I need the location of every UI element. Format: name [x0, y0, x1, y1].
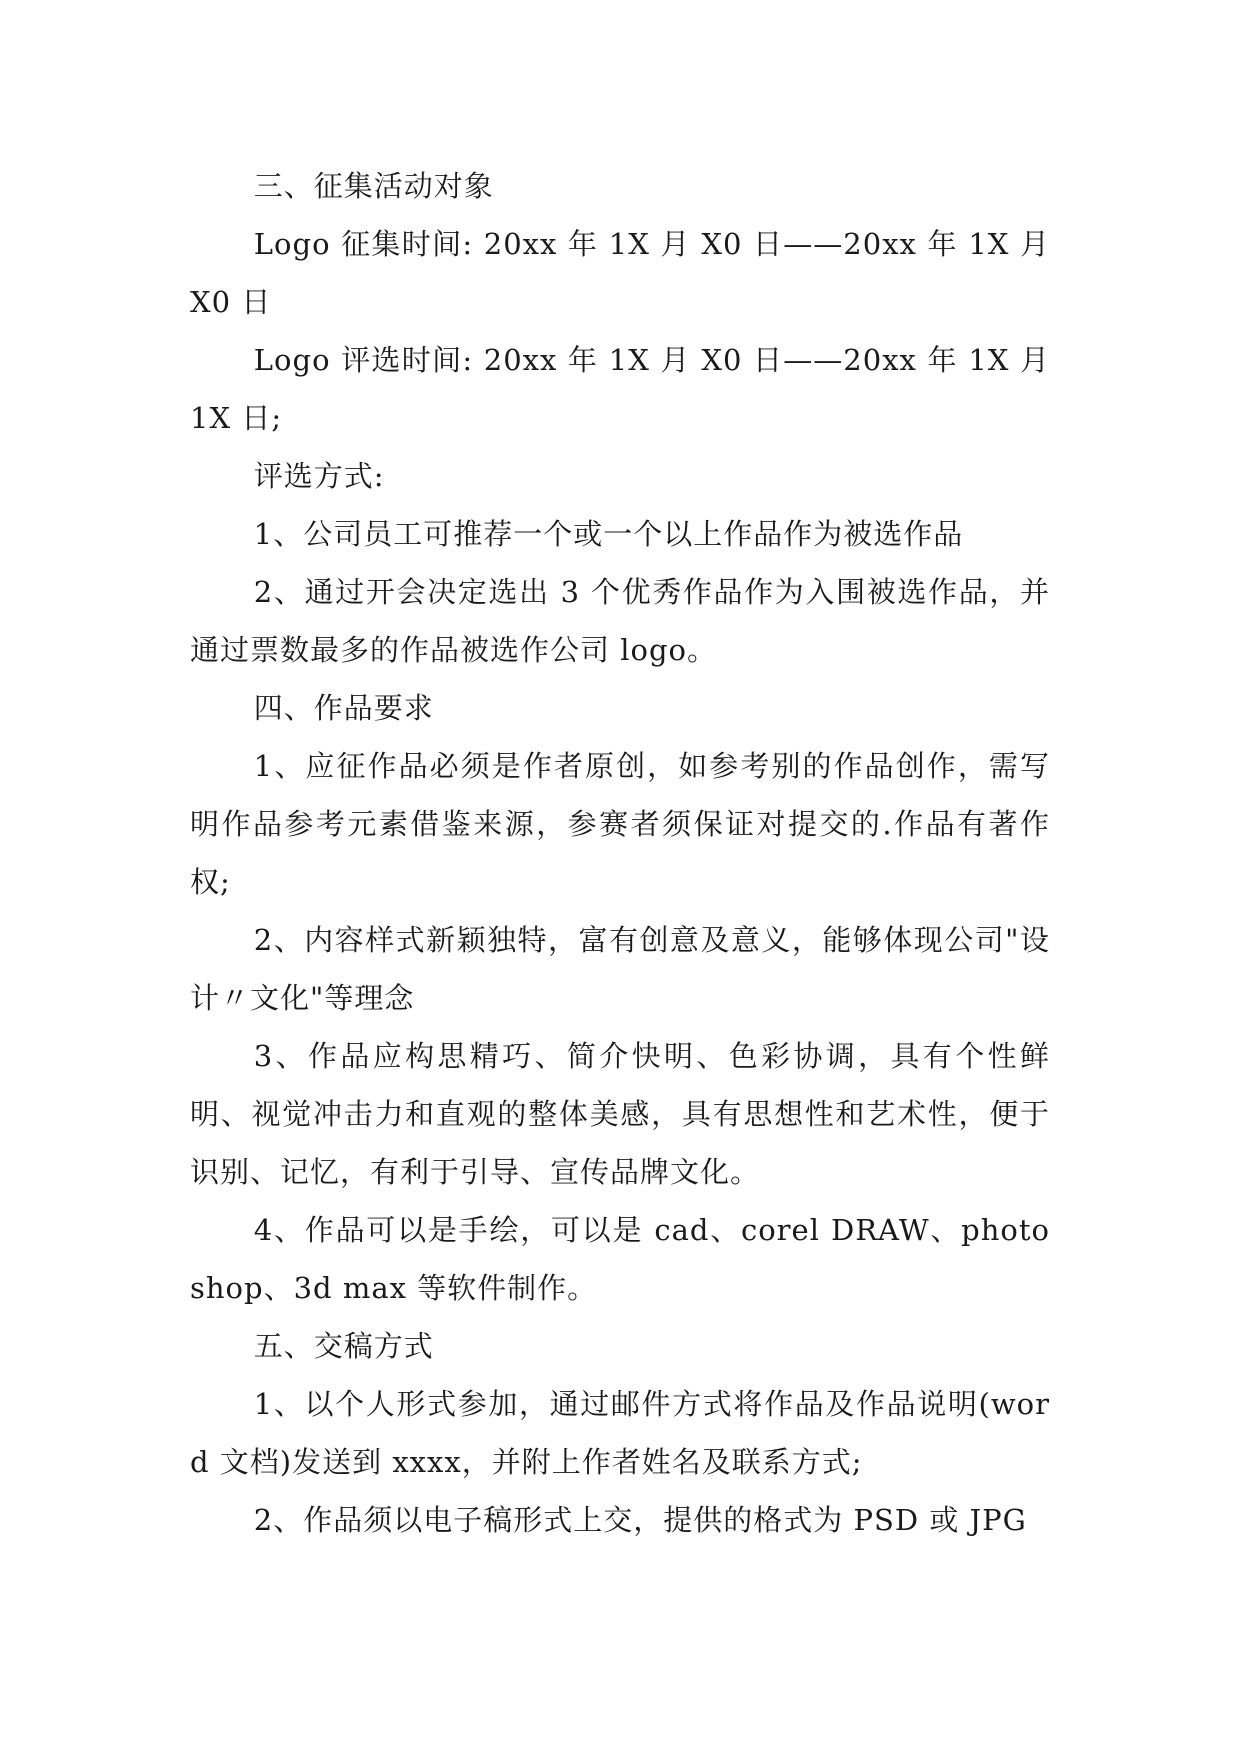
section-heading-targets: 三、征集活动对象: [253, 169, 494, 203]
paragraph-requirement-2: 2、内容样式新颖独特，富有创意及意义，能够体现公司"设计〃文化"等理念: [190, 923, 1050, 1015]
paragraph-requirement-1: 1、应征作品必须是作者原创，如参考别的作品创作，需写明作品参考元素借鉴来源，参赛者须保证对提交的.作品有著作权;: [190, 749, 1050, 899]
paragraph-requirement-4: 4、作品可以是手绘，可以是 cad、corel DRAW、photoshop、3d max 等软件制作。: [190, 1213, 1050, 1305]
section-heading-requirements: 四、作品要求: [253, 691, 434, 725]
paragraph-selection-period: Logo 评选时间: 20xx 年 1X 月 X0 日——20xx 年 1X 月 1X 日;: [190, 343, 1050, 435]
document-body: [190, 157, 1050, 1549]
paragraph-submission-2: 2、作品须以电子稿形式上交，提供的格式为 PSD 或 JPG: [253, 1503, 1027, 1537]
paragraph-selection-method-label: 评选方式:: [253, 459, 385, 493]
paragraph-requirement-3: 3、作品应构思精巧、简介快明、色彩协调，具有个性鲜明、视觉冲击力和直观的整体美感，具有思想性和艺术性，便于识别、记忆，有利于引导、宣传品牌文化。: [190, 1039, 1050, 1189]
paragraph-selection-item-1: 1、公司员工可推荐一个或一个以上作品作为被选作品: [253, 517, 964, 551]
paragraph-selection-item-2: 2、通过开会决定选出 3 个优秀作品作为入围被选作品，并通过票数最多的作品被选作公司 logo。: [190, 575, 1050, 667]
paragraph-collection-period: Logo 征集时间: 20xx 年 1X 月 X0 日——20xx 年 1X 月 X0 日: [190, 227, 1050, 319]
paragraph-submission-1: 1、以个人形式参加，通过邮件方式将作品及作品说明(word 文档)发送到 xxxx，并附上作者姓名及联系方式;: [190, 1387, 1050, 1479]
section-heading-submission: 五、交稿方式: [253, 1329, 434, 1363]
